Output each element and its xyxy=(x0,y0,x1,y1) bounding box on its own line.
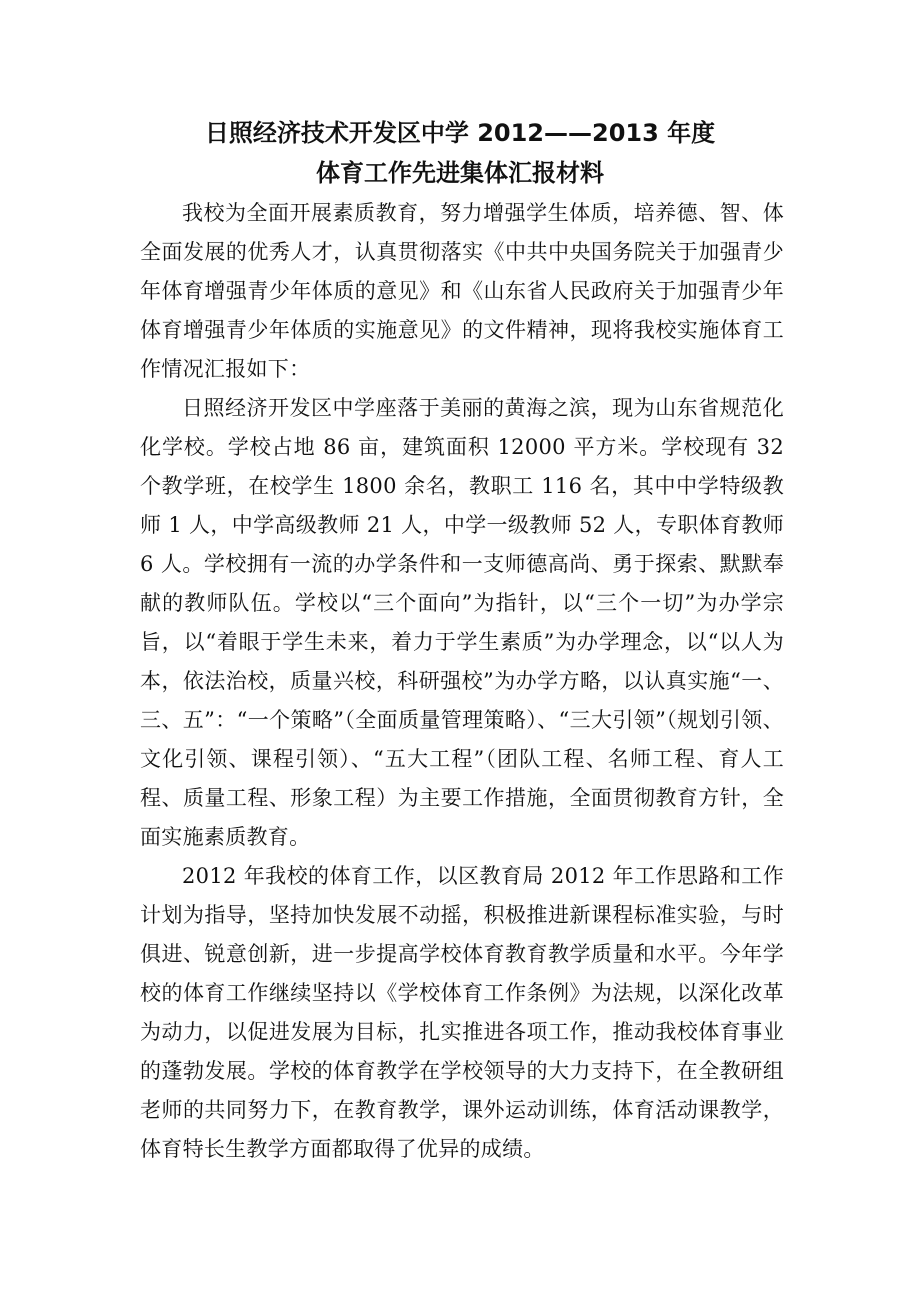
paragraph-school-overview: 日照经济开发区中学座落于美丽的黄海之滨，现为山东省规范化化学校。学校占地 86 亩，建筑面积 12000 平方米。学校现有 32 个教学班，在校学生 1800 余名，教职工 116 名，其中中学特级教师 1 人，中学高级教师 21 人，中学一级教师 52 人，专职体育教师 6 人。学校拥有一流的办学条件和一支师德高尚、勇于探索、默默奉献的教师队伍。学校以“三个面向”为指针，以“三个一切”为办学宗旨，以“着眼于学生未来，着力于学生素质”为办学理念，以“以人为本，依法治校，质量兴校，科研强校”为办学方略，以认真实施“一、三、五”：“一个策略”（全面质量管理策略）、“三大引领”（规划引领、文化引领、课程引领）、“五大工程”（团队工程、名师工程、育人工程、质量工程、形象工程）为主要工作措施，全面贯彻教育方针，全面实施素质教育。 xyxy=(140,396,784,849)
paragraph-intro: 我校为全面开展素质教育，努力增强学生体质，培养德、智、体全面发展的优秀人才，认真贯彻落实《中共中央国务院关于加强青少年体育增强青少年体质的意见》和《山东省人民政府关于加强青少年体育增强青少年体质的实施意见》的文件精神，现将我校实施体育工作情况汇报如下： xyxy=(140,201,784,381)
document-title-line-2: 体育工作先进集体汇报材料 xyxy=(316,159,604,187)
document-body xyxy=(140,194,784,1169)
document-title-line-1: 日照经济技术开发区中学 2012——2013 年度 xyxy=(204,119,716,147)
paragraph-sports-work-2012: 2012 年我校的体育工作，以区教育局 2012 年工作思路和工作计划为指导，坚持加快发展不动摇，积极推进新课程标准实验，与时俱进、锐意创新，进一步提高学校体育教育教学质量和水平。今年学校的体育工作继续坚持以《学校体育工作条例》为法规，以深化改革为动力，以促进发展为目标，扎实推进各项工作，推动我校体育事业的蓬勃发展。学校的体育教学在学校领导的大力支持下，在全教研组老师的共同努力下，在教育教学，课外运动训练，体育活动课教学，体育特长生教学方面都取得了优异的成绩。 xyxy=(140,864,784,1161)
